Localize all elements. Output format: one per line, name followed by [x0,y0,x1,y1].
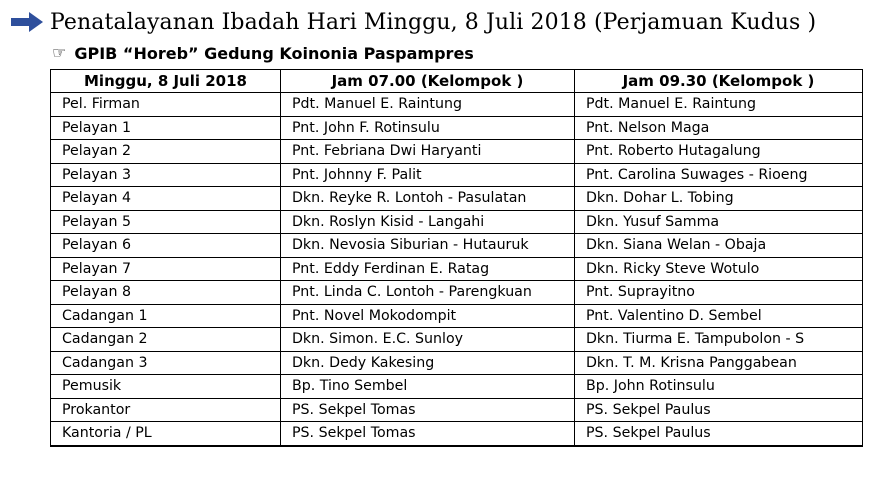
role-cell: Pelayan 2 [51,140,281,164]
table-row [51,328,863,352]
role-cell: Pelayan 5 [51,210,281,234]
service-0700-cell: Dkn. Dedy Kakesing [281,351,575,375]
role-cell: Pel. Firman [51,93,281,117]
service-0930-cell: Pdt. Manuel E. Raintung [575,93,863,117]
role-cell: Cadangan 1 [51,304,281,328]
table-row [51,257,863,281]
service-0700-cell: Dkn. Roslyn Kisid - Langahi [281,210,575,234]
role-cell: Cadangan 3 [51,351,281,375]
role-cell: Prokantor [51,398,281,422]
service-0700-cell: Dkn. Simon. E.C. Sunloy [281,328,575,352]
service-0930-cell: Dkn. Dohar L. Tobing [575,187,863,211]
role-cell: Pelayan 8 [51,281,281,305]
table-row [51,140,863,164]
service-0930-cell: Pnt. Nelson Maga [575,116,863,140]
header-0930: Jam 09.30 (Kelompok ) [575,70,863,93]
service-0700-cell: Pnt. Febriana Dwi Haryanti [281,140,575,164]
table-header-row [51,70,863,93]
table-row [51,116,863,140]
title-row [10,6,816,38]
table-row [51,234,863,258]
service-0930-cell: Dkn. T. M. Krisna Panggabean [575,351,863,375]
table-row [51,163,863,187]
role-cell: Pelayan 1 [51,116,281,140]
service-0700-cell: PS. Sekpel Tomas [281,398,575,422]
role-cell: Pelayan 6 [51,234,281,258]
service-0930-cell: PS. Sekpel Paulus [575,398,863,422]
header-0700: Jam 07.00 (Kelompok ) [281,70,575,93]
service-0930-cell: Dkn. Ricky Steve Wotulo [575,257,863,281]
table-row [51,187,863,211]
table-row [51,210,863,234]
service-0700-cell: Pdt. Manuel E. Raintung [281,93,575,117]
service-0700-cell: Pnt. Linda C. Lontoh - Parengkuan [281,281,575,305]
page-title: Penatalayanan Ibadah Hari Minggu, 8 Juli 2018 (Perjamuan Kudus ) [50,9,817,35]
service-0930-cell: Pnt. Roberto Hutagalung [575,140,863,164]
subtitle: GPIB “Horeb” Gedung Koinonia Paspampres [74,43,474,63]
service-0700-cell: Pnt. Johnny F. Palit [281,163,575,187]
role-cell: Pelayan 4 [51,187,281,211]
service-0930-cell: Dkn. Yusuf Samma [575,210,863,234]
service-0700-cell: Pnt. John F. Rotinsulu [281,116,575,140]
role-cell: Cadangan 2 [51,328,281,352]
role-cell: Pelayan 7 [51,257,281,281]
table-row [51,398,863,422]
table-row [51,422,863,446]
pointing-hand-icon: ☞ [52,43,67,62]
role-cell: Pelayan 3 [51,163,281,187]
service-0930-cell: Pnt. Suprayitno [575,281,863,305]
service-0700-cell: PS. Sekpel Tomas [281,422,575,446]
service-0930-cell: Bp. John Rotinsulu [575,375,863,399]
table-row [51,351,863,375]
right-arrow-icon [10,11,44,33]
service-0930-cell: Dkn. Siana Welan - Obaja [575,234,863,258]
service-0700-cell: Dkn. Reyke R. Lontoh - Pasulatan [281,187,575,211]
service-0700-cell: Dkn. Nevosia Siburian - Hutauruk [281,234,575,258]
header-date: Minggu, 8 Juli 2018 [51,70,281,93]
table-row [51,93,863,117]
role-cell: Kantoria / PL [51,422,281,446]
service-0700-cell: Bp. Tino Sembel [281,375,575,399]
table-row [51,281,863,305]
table-row [51,304,863,328]
service-0700-cell: Pnt. Eddy Ferdinan E. Ratag [281,257,575,281]
role-cell: Pemusik [51,375,281,399]
service-0930-cell: PS. Sekpel Paulus [575,422,863,446]
service-0930-cell: Pnt. Valentino D. Sembel [575,304,863,328]
service-0930-cell: Pnt. Carolina Suwages - Rioeng [575,163,863,187]
table-row [51,375,863,399]
schedule-table [50,69,863,447]
service-0930-cell: Dkn. Tiurma E. Tampubolon - S [575,328,863,352]
subtitle-row [52,42,474,64]
service-0700-cell: Pnt. Novel Mokodompit [281,304,575,328]
